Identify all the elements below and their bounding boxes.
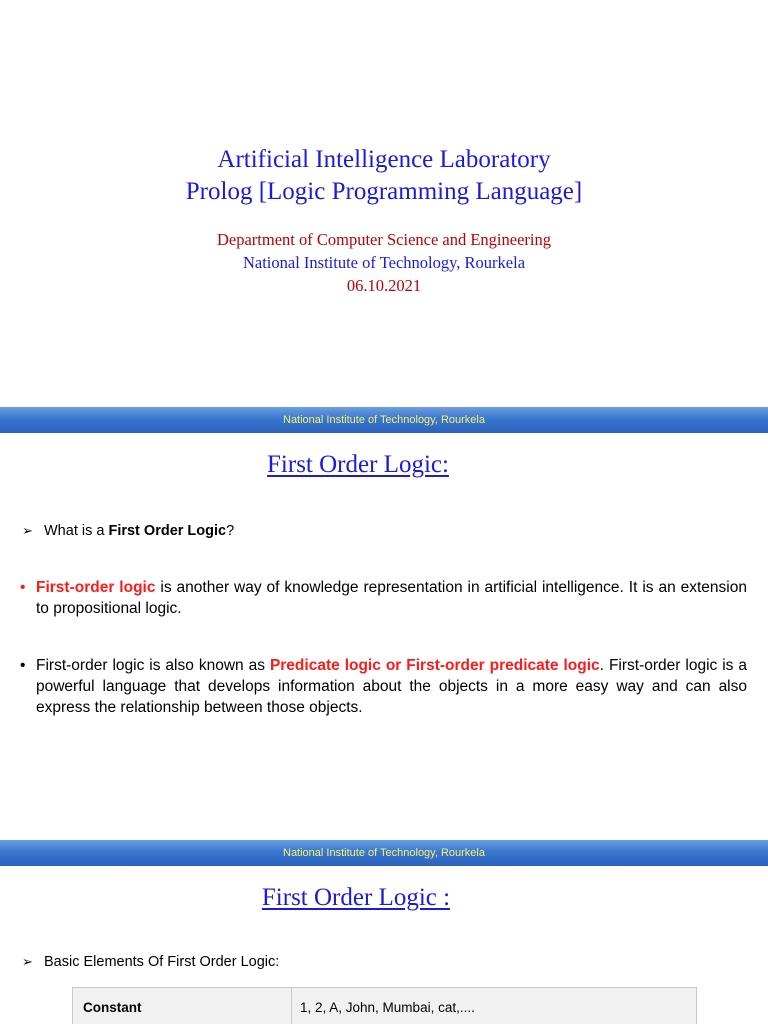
bullet2-start: First-order logic is also known as bbox=[36, 657, 270, 674]
slide-title-line2: Prolog [Logic Programming Language] bbox=[185, 178, 583, 205]
element-name-cell: Constant bbox=[73, 988, 292, 1024]
bullet1-text: is another way of knowledge representation in artificial intelligence. It is an extension to propositional logic. bbox=[36, 579, 747, 617]
department-text: Department of Computer Science and Engineering bbox=[216, 230, 551, 249]
bullet2-text: . First-order logic is a powerful language that develops information about the objects in a more easy way and can also express the relationship between those objects. bbox=[36, 657, 747, 716]
question-suffix: ? bbox=[226, 523, 235, 539]
bullet-dot-icon: • bbox=[20, 579, 26, 596]
institute-text: National Institute of Technology, Rourkela bbox=[242, 253, 526, 272]
question-prefix: What is a bbox=[44, 523, 109, 539]
question-item bbox=[22, 523, 234, 539]
elements-table-row bbox=[72, 987, 697, 1024]
bullet2-highlight: Predicate logic or First-order predicate logic bbox=[269, 657, 600, 674]
bullet-predicate-logic bbox=[20, 655, 747, 718]
basic-elements-slide bbox=[0, 866, 768, 1024]
elements-heading: Basic Elements Of First Order Logic: bbox=[44, 954, 280, 970]
bullet-dot-icon: • bbox=[20, 657, 26, 674]
date-text: 06.10.2021 bbox=[346, 276, 422, 295]
question-bold: First Order Logic bbox=[108, 523, 227, 539]
arrow-bullet-icon: ➢ bbox=[22, 954, 33, 969]
slide-heading: First Order Logic: bbox=[267, 451, 449, 478]
arrow-bullet-icon: ➢ bbox=[22, 523, 33, 538]
title-slide bbox=[0, 0, 768, 406]
bullet-definition bbox=[20, 577, 747, 619]
slide-footer-bar: National Institute of Technology, Rourkela bbox=[0, 840, 768, 866]
elements-heading-item bbox=[22, 954, 279, 970]
bullet1-highlight: First-order logic bbox=[36, 579, 156, 596]
slide-title-line1: Artificial Intelligence Laboratory bbox=[217, 146, 551, 173]
first-order-logic-slide bbox=[0, 433, 768, 840]
slide-heading: First Order Logic : bbox=[261, 884, 451, 911]
slide-footer-bar: National Institute of Technology, Rourkela bbox=[0, 407, 768, 433]
element-examples-cell: 1, 2, A, John, Mumbai, cat,.... bbox=[300, 1000, 475, 1015]
